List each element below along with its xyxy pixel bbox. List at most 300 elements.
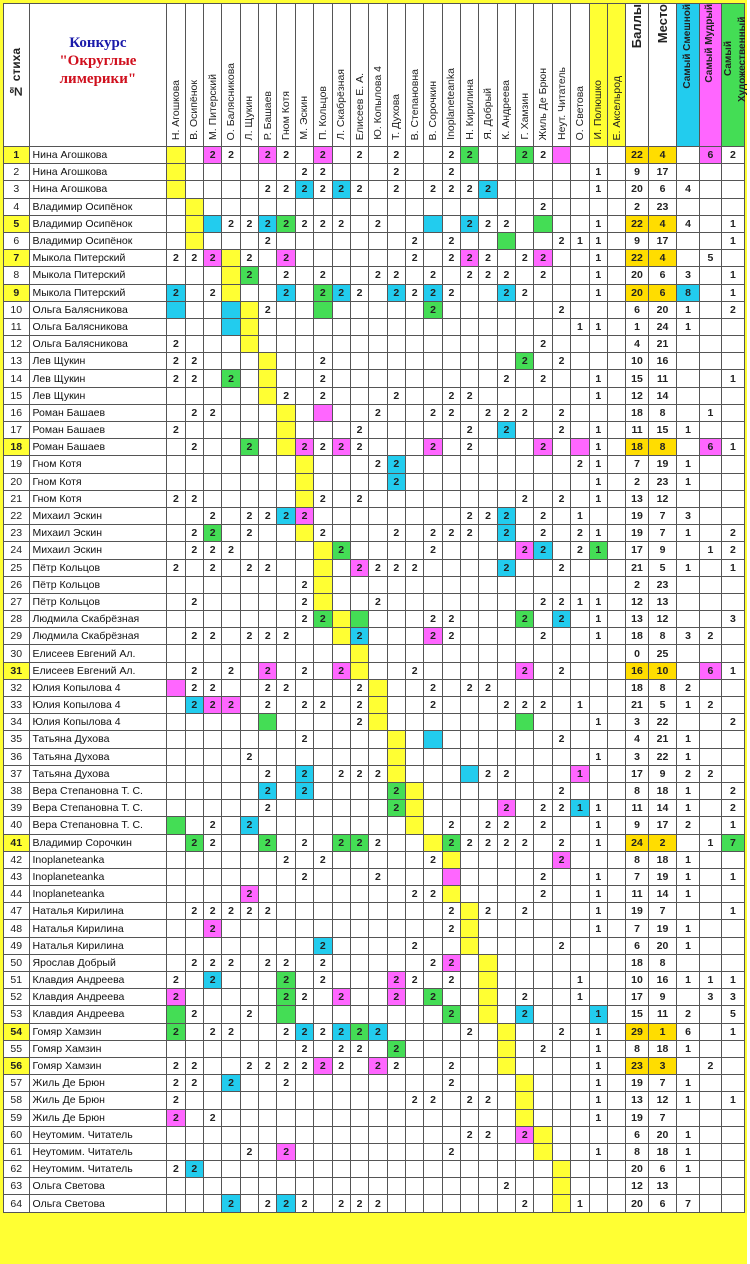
vote-cell (571, 611, 589, 628)
vote-cell (332, 714, 350, 731)
poem-number: 58 (4, 1092, 30, 1109)
vote-cell: 2 (442, 817, 460, 834)
vote-cell (369, 611, 387, 628)
vote-cell (552, 250, 570, 267)
vote-cell (222, 267, 240, 284)
vote-cell: 2 (552, 1023, 570, 1040)
vote-cell (295, 232, 313, 249)
vote-cell (571, 851, 589, 868)
vote-cell (405, 954, 423, 971)
nomination-cell (699, 714, 721, 731)
vote-cell (167, 937, 185, 954)
vote-cell (222, 301, 240, 318)
vote-cell (277, 198, 295, 215)
vote-cell: 2 (442, 525, 460, 542)
vote-cell (350, 473, 368, 490)
vote-cell (240, 1109, 258, 1126)
vote-cell: 2 (295, 834, 313, 851)
vote-cell (350, 456, 368, 473)
score-cell: 2 (626, 473, 648, 490)
vote-cell: 2 (424, 697, 442, 714)
vote-cell (405, 714, 423, 731)
vote-cell (277, 697, 295, 714)
vote-cell (405, 1040, 423, 1057)
vote-cell (552, 989, 570, 1006)
vote-cell: 2 (167, 972, 185, 989)
vote-cell (387, 576, 405, 593)
vote-cell (295, 1161, 313, 1178)
judge-header (607, 4, 625, 147)
vote-cell: 2 (277, 387, 295, 404)
poem-number: 28 (4, 611, 30, 628)
vote-cell: 2 (185, 1161, 203, 1178)
vote-cell (534, 834, 552, 851)
vote-cell (350, 1161, 368, 1178)
vote-cell (479, 748, 497, 765)
vote-cell: 2 (369, 215, 387, 232)
score-cell: 7 (626, 920, 648, 937)
vote-cell: 2 (497, 765, 515, 782)
poem-number: 55 (4, 1040, 30, 1057)
vote-cell: 2 (461, 507, 479, 524)
vote-cell (607, 954, 625, 971)
vote-cell: 1 (589, 422, 607, 439)
vote-cell (571, 198, 589, 215)
poem-number: 5 (4, 215, 30, 232)
judge-header (314, 4, 332, 147)
vote-cell (240, 731, 258, 748)
vote-cell (607, 1092, 625, 1109)
vote-cell (571, 834, 589, 851)
vote-cell (332, 164, 350, 181)
vote-cell (350, 782, 368, 799)
vote-cell (442, 490, 460, 507)
judge-header (461, 4, 479, 147)
vote-cell: 2 (516, 542, 534, 559)
vote-cell (607, 507, 625, 524)
author-name: Юлия Копылова 4 (29, 697, 167, 714)
vote-cell (369, 782, 387, 799)
author-name: Неутомим. Читатель (29, 1161, 167, 1178)
vote-cell (479, 920, 497, 937)
vote-cell: 1 (589, 525, 607, 542)
vote-cell (240, 1075, 258, 1092)
nomination-cell: 2 (699, 628, 721, 645)
vote-cell (479, 1143, 497, 1160)
vote-cell (204, 164, 222, 181)
vote-cell (295, 473, 313, 490)
vote-cell (405, 576, 423, 593)
vote-cell: 2 (259, 662, 277, 679)
poem-number: 57 (4, 1075, 30, 1092)
vote-cell (259, 250, 277, 267)
vote-cell: 2 (387, 181, 405, 198)
vote-cell: 2 (277, 679, 295, 696)
score-cell: 18 (626, 439, 648, 456)
vote-cell: 2 (424, 439, 442, 456)
judge-header (185, 4, 203, 147)
vote-cell: 2 (167, 353, 185, 370)
vote-cell (516, 559, 534, 576)
vote-cell: 1 (589, 473, 607, 490)
vote-cell (387, 318, 405, 335)
vote-cell: 2 (552, 851, 570, 868)
vote-cell (350, 1126, 368, 1143)
place-cell: 23 (648, 198, 677, 215)
vote-cell (552, 387, 570, 404)
vote-cell: 1 (589, 542, 607, 559)
vote-cell: 2 (204, 147, 222, 164)
vote-cell (185, 748, 203, 765)
vote-cell: 2 (222, 954, 240, 971)
vote-cell: 2 (314, 439, 332, 456)
vote-cell: 2 (534, 817, 552, 834)
vote-cell: 2 (534, 267, 552, 284)
vote-cell (314, 1109, 332, 1126)
vote-cell (442, 336, 460, 353)
vote-cell (479, 972, 497, 989)
nomination-cell (699, 456, 721, 473)
nomination-cell (699, 1109, 721, 1126)
vote-cell (314, 576, 332, 593)
table-row (4, 679, 745, 696)
vote-cell (571, 1023, 589, 1040)
vote-cell (167, 714, 185, 731)
nomination-cell: 1 (722, 1023, 744, 1040)
vote-cell (571, 284, 589, 301)
vote-cell (240, 972, 258, 989)
vote-cell (442, 593, 460, 610)
vote-cell (479, 886, 497, 903)
vote-cell: 2 (479, 679, 497, 696)
nomination-cell (722, 679, 744, 696)
judge-name: Я. Добрый (482, 88, 495, 140)
vote-cell (240, 181, 258, 198)
vote-cell: 2 (295, 1023, 313, 1040)
nomination-cell (677, 542, 699, 559)
vote-cell (332, 645, 350, 662)
vote-cell (405, 1075, 423, 1092)
vote-cell: 2 (350, 439, 368, 456)
vote-cell (277, 593, 295, 610)
vote-cell (167, 645, 185, 662)
vote-cell (314, 318, 332, 335)
vote-cell: 2 (405, 972, 423, 989)
table-row (4, 765, 745, 782)
vote-cell (387, 697, 405, 714)
poem-number: 29 (4, 628, 30, 645)
vote-cell (607, 834, 625, 851)
vote-cell: 1 (589, 181, 607, 198)
vote-cell: 2 (442, 1075, 460, 1092)
vote-cell (552, 886, 570, 903)
vote-cell (571, 868, 589, 885)
vote-cell (552, 198, 570, 215)
vote-cell (461, 593, 479, 610)
nomination-cell (677, 147, 699, 164)
vote-cell (314, 301, 332, 318)
vote-cell (240, 370, 258, 387)
vote-cell (314, 1040, 332, 1057)
table-row (4, 490, 745, 507)
table-row (4, 1126, 745, 1143)
vote-cell (259, 731, 277, 748)
vote-cell (607, 628, 625, 645)
vote-cell (516, 628, 534, 645)
score-cell: 17 (626, 765, 648, 782)
nomination-cell (722, 731, 744, 748)
vote-cell (369, 542, 387, 559)
vote-cell (405, 628, 423, 645)
nomination-cell (677, 353, 699, 370)
poem-number: 22 (4, 507, 30, 524)
place-cell: 17 (648, 232, 677, 249)
nomination-cell (677, 662, 699, 679)
vote-cell: 2 (259, 697, 277, 714)
vote-cell (387, 662, 405, 679)
poem-number: 3 (4, 181, 30, 198)
author-name: Татьяна Духова (29, 731, 167, 748)
vote-cell (277, 353, 295, 370)
vote-cell: 1 (589, 1057, 607, 1074)
vote-cell (295, 336, 313, 353)
vote-cell: 2 (277, 267, 295, 284)
judge-name: Н. Агошкова (169, 79, 182, 140)
vote-cell (424, 1109, 442, 1126)
vote-cell (552, 525, 570, 542)
vote-cell (185, 1040, 203, 1057)
vote-cell (222, 1109, 240, 1126)
vote-cell (405, 1143, 423, 1160)
vote-cell (552, 215, 570, 232)
vote-cell: 2 (332, 1023, 350, 1040)
vote-cell (240, 318, 258, 335)
vote-cell: 2 (277, 215, 295, 232)
nomination-cell: 1 (699, 972, 721, 989)
vote-cell (167, 387, 185, 404)
vote-cell (479, 697, 497, 714)
table-row (4, 989, 745, 1006)
vote-cell: 2 (185, 353, 203, 370)
vote-cell (277, 232, 295, 249)
vote-cell (534, 765, 552, 782)
vote-cell (167, 576, 185, 593)
vote-cell: 2 (332, 439, 350, 456)
vote-cell (405, 1006, 423, 1023)
vote-cell (479, 232, 497, 249)
vote-cell (607, 456, 625, 473)
author-name: Мыкола Питерский (29, 267, 167, 284)
vote-cell: 2 (442, 404, 460, 421)
vote-cell (369, 1109, 387, 1126)
score-cell: 24 (626, 834, 648, 851)
poem-number: 21 (4, 490, 30, 507)
vote-cell: 2 (424, 525, 442, 542)
vote-cell (534, 1057, 552, 1074)
nomination-cell: 1 (722, 215, 744, 232)
vote-cell (167, 593, 185, 610)
nomination-cell (722, 456, 744, 473)
vote-cell: 1 (589, 748, 607, 765)
vote-cell (277, 731, 295, 748)
vote-cell (461, 937, 479, 954)
vote-cell (185, 1195, 203, 1212)
vote-cell (332, 301, 350, 318)
nomination-cell (699, 817, 721, 834)
author-name: Лев Щукин (29, 353, 167, 370)
vote-cell (534, 1195, 552, 1212)
place-cell: 12 (648, 490, 677, 507)
score-cell: 6 (626, 937, 648, 954)
vote-cell (387, 422, 405, 439)
vote-cell: 1 (589, 903, 607, 920)
vote-cell (240, 954, 258, 971)
nomination-cell (722, 748, 744, 765)
vote-cell: 1 (571, 1195, 589, 1212)
vote-cell (167, 507, 185, 524)
table-row (4, 1178, 745, 1195)
vote-cell (607, 1195, 625, 1212)
vote-cell: 2 (516, 1006, 534, 1023)
vote-cell (259, 336, 277, 353)
vote-cell (405, 456, 423, 473)
score-cell: 23 (626, 1057, 648, 1074)
vote-cell (204, 576, 222, 593)
vote-cell: 2 (204, 972, 222, 989)
vote-cell (314, 1195, 332, 1212)
nomination-label: Самый Смешной (682, 4, 694, 89)
nomination-cell (722, 1040, 744, 1057)
vote-cell (607, 387, 625, 404)
vote-cell: 2 (295, 439, 313, 456)
vote-cell: 2 (387, 387, 405, 404)
vote-cell: 2 (497, 215, 515, 232)
vote-cell: 1 (589, 250, 607, 267)
score-cell: 17 (626, 542, 648, 559)
vote-cell (479, 937, 497, 954)
vote-cell (222, 1040, 240, 1057)
vote-cell: 2 (314, 937, 332, 954)
vote-cell (387, 1109, 405, 1126)
vote-cell (424, 1126, 442, 1143)
vote-cell: 2 (461, 1092, 479, 1109)
nomination-cell (722, 507, 744, 524)
vote-cell: 2 (222, 542, 240, 559)
vote-cell (534, 1006, 552, 1023)
nomination-label: Самый Мудрый (704, 4, 716, 83)
vote-cell: 2 (461, 422, 479, 439)
vote-cell (589, 1161, 607, 1178)
vote-cell (204, 353, 222, 370)
vote-cell (204, 1178, 222, 1195)
vote-cell (461, 301, 479, 318)
score-header (626, 4, 648, 147)
nomination-cell: 1 (677, 1075, 699, 1092)
vote-cell (185, 576, 203, 593)
poem-number: 10 (4, 301, 30, 318)
vote-cell (222, 748, 240, 765)
vote-cell: 2 (479, 250, 497, 267)
vote-cell (259, 1109, 277, 1126)
judge-header (259, 4, 277, 147)
vote-cell (350, 593, 368, 610)
vote-cell: 2 (424, 886, 442, 903)
vote-cell (424, 250, 442, 267)
place-cell: 19 (648, 456, 677, 473)
nomination-cell (722, 1109, 744, 1126)
vote-cell (442, 318, 460, 335)
vote-cell (607, 800, 625, 817)
vote-cell: 2 (240, 628, 258, 645)
vote-cell: 2 (497, 370, 515, 387)
vote-cell (497, 353, 515, 370)
vote-cell (497, 1195, 515, 1212)
vote-cell (497, 336, 515, 353)
vote-cell (497, 198, 515, 215)
vote-cell (479, 611, 497, 628)
author-name: Владимир Сорочкин (29, 834, 167, 851)
author-name: Пётр Кольцов (29, 559, 167, 576)
vote-cell (185, 473, 203, 490)
nomination-cell (699, 422, 721, 439)
vote-cell (167, 662, 185, 679)
judge-name: Елисеев Е. А. (353, 72, 366, 140)
vote-cell: 2 (405, 250, 423, 267)
nomination-cell: 7 (722, 834, 744, 851)
score-cell: 18 (626, 404, 648, 421)
vote-cell (387, 370, 405, 387)
vote-cell: 2 (405, 232, 423, 249)
vote-cell (461, 1006, 479, 1023)
vote-cell (167, 920, 185, 937)
vote-cell (607, 422, 625, 439)
vote-cell (222, 576, 240, 593)
vote-cell: 2 (461, 250, 479, 267)
vote-cell (424, 456, 442, 473)
vote-cell (259, 473, 277, 490)
vote-cell: 2 (350, 697, 368, 714)
vote-cell (222, 336, 240, 353)
vote-cell (295, 886, 313, 903)
vote-cell (387, 817, 405, 834)
vote-cell (607, 593, 625, 610)
author-name: Клавдия Андреева (29, 1006, 167, 1023)
vote-cell (350, 387, 368, 404)
vote-cell (424, 817, 442, 834)
score-cell: 22 (626, 147, 648, 164)
score-cell: 19 (626, 1075, 648, 1092)
vote-cell (259, 1143, 277, 1160)
vote-cell (167, 765, 185, 782)
vote-cell: 2 (204, 834, 222, 851)
table-row (4, 250, 745, 267)
author-name: Нина Агошкова (29, 147, 167, 164)
vote-cell: 2 (497, 422, 515, 439)
nomination-cell: 1 (722, 370, 744, 387)
vote-cell: 2 (405, 1092, 423, 1109)
nomination-cell (677, 576, 699, 593)
vote-cell (607, 679, 625, 696)
vote-cell (222, 1057, 240, 1074)
vote-cell (534, 490, 552, 507)
vote-cell: 2 (314, 181, 332, 198)
vote-cell: 2 (534, 697, 552, 714)
vote-cell (314, 422, 332, 439)
vote-cell (167, 782, 185, 799)
vote-cell (479, 1040, 497, 1057)
vote-cell: 1 (571, 507, 589, 524)
vote-cell: 2 (204, 628, 222, 645)
